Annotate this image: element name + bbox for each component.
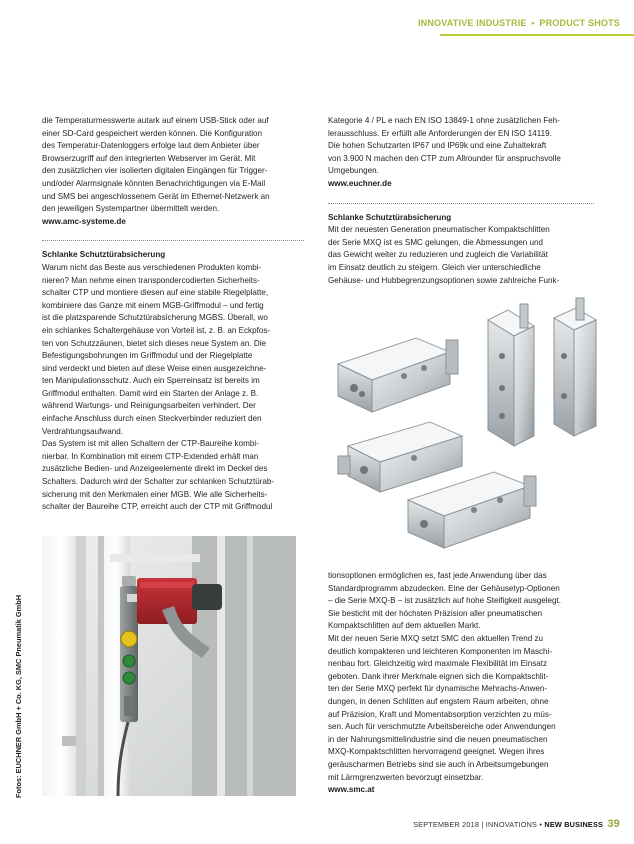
right-lower-text xyxy=(328,570,594,784)
left-article-line: Schalters. Dadurch wird der Schalter zur schlanken Schutztürab- xyxy=(42,477,275,487)
amc-link[interactable]: www.amc-systeme.de xyxy=(42,216,126,226)
left-intro-line: Browserzugriff auf den integrierten Webserver im Gerät. Mit xyxy=(42,153,256,163)
right-article-body xyxy=(328,224,594,287)
left-article-line: während Wartungs- und Reinigungsarbeiten verhindert. Der xyxy=(42,401,256,411)
right-column-lower xyxy=(328,570,594,797)
left-article-line: nierbar. In Kombination mit einem CTP-Extended erhält man xyxy=(42,451,259,461)
left-intro-line: den jeweiligen Systempartner übermittelt werden. xyxy=(42,204,220,214)
right-lower-line: MXQ-Kompaktschlitten hervorragend geeignet. Wegen ihres xyxy=(328,747,545,757)
left-article-line: ist die platzsparende Schutztürabsicherung MGBS. Überall, wo xyxy=(42,313,268,323)
door-switch-photo xyxy=(42,536,296,796)
compact-slides-illustration xyxy=(324,296,600,558)
compact-slides-photo xyxy=(324,296,600,558)
right-lower-line: Standardprogramm abzudecken. Eine der Gehäusetyp-Optionen xyxy=(328,583,560,593)
left-article-line: ten Manipulationsschutz. Auch ein Sperreinsatz ist bereits im xyxy=(42,376,260,386)
right-lower-line: ten der Serie MXQ perfekt für dynamische Mehrachs-Anwen- xyxy=(328,684,548,694)
right-divider xyxy=(328,203,594,204)
right-lower-line: geräuscharmen Betriebs sind sie auch in Arbeitsumgebungen xyxy=(328,759,549,769)
subsection-label: PRODUCT SHOTS xyxy=(539,18,620,28)
section-separator: • xyxy=(531,18,535,28)
right-lower-line: mit Lärmgrenzwerten bevorzugt einsetzbar. xyxy=(328,772,484,782)
section-header xyxy=(417,14,634,36)
slide-unit-2 xyxy=(488,304,534,446)
right-lower-line: nenbau fort. Gleichzeitig wird maximale Flexibilität im Einsatz xyxy=(328,659,548,669)
footer-brand: NEW BUSINESS xyxy=(544,820,604,829)
left-article-line: Verdrahtungsaufwand. xyxy=(42,426,123,436)
left-article-line: sind verdeckt und bieten auf diese Weise einen ausgezeichne- xyxy=(42,363,267,373)
left-article-line: schalter der Baureihe CTP, erreicht auch der CTP mit Griffmodul xyxy=(42,502,273,512)
left-article-line: Das System ist mit allen Schaltern der CTP-Baureihe kombi- xyxy=(42,439,259,449)
left-article-line: einfache Anschluss durch einen Steckverbinder reduziert den xyxy=(42,414,262,424)
section-header-text xyxy=(418,18,620,28)
right-lower-line: dungen, in denen Schlitten auf engstem Raum arbeiten, ohne xyxy=(328,696,549,706)
right-lower-line: – die Serie MXQ-B – ist zusätzlich auf hohe Steifigkeit ausgelegt. xyxy=(328,596,562,606)
left-intro-line: die Temperaturmesswerte autark auf einem USB-Stick oder auf xyxy=(42,116,269,125)
slide-unit-1 xyxy=(338,338,458,412)
right-continuation-line: Die hohen Schutzarten IP67 und IP69k und eine Zuhaltekraft xyxy=(328,141,547,151)
right-lower-line: Kompaktschlitten auf dem aktuellen Markt. xyxy=(328,621,481,631)
photo-credit: Fotos: EUCHNER GmbH + Co. KG, SMC Pneumatik GmbH xyxy=(14,594,23,798)
slide-unit-5 xyxy=(408,472,536,548)
footer-bullet: • xyxy=(539,820,543,829)
left-article-line: nieren? Man nehme einen transpondercodierten Sicherheits- xyxy=(42,275,260,285)
right-lower-line: geboten. Dank ihrer Merkmale eignen sich die Kompaktschlit- xyxy=(328,671,549,681)
euchner-link[interactable]: www.euchner.de xyxy=(328,178,392,188)
left-article-line: Griffmodul enthalten. Damit wird ein Starten der Anlage z. B. xyxy=(42,388,259,398)
left-article-line: schalter CTP und montiere diesen auf eine stabile Riegelplatte, xyxy=(42,288,269,298)
right-article-line: das Gewicht weiter zu reduzieren und zugleich die Variabilität xyxy=(328,250,548,260)
right-lower-line: in der Nahrungsmittelindustrie sind die neuen pneumatischen xyxy=(328,734,548,744)
right-article-heading: Schlanke Schutztürabsicherung xyxy=(328,212,452,222)
left-intro-line: und/oder Alarmsignale könnten Benachrichtigungen via E-Mail xyxy=(42,178,266,188)
section-label: INNOVATIVE INDUSTRIE xyxy=(417,18,527,28)
left-article-line: ein schlankes Schaltergehäuse von Vorteil ist, z. B. an Eckpfos- xyxy=(42,325,271,335)
footer-issue: SEPTEMBER 2018 xyxy=(413,820,480,829)
page-footer xyxy=(413,818,620,830)
right-continuation-line: lerausschluss. Er erfüllt alle Anforderungen der EN ISO 14119. xyxy=(328,128,552,138)
right-continuation-text xyxy=(328,115,594,178)
right-continuation-line: von 3.900 N machen den CTP zum Allrounder für anspruchsvolle xyxy=(328,153,561,163)
footer-bar: | xyxy=(481,820,484,829)
left-intro-line: den zusätzlichen vier isolierten digitalen Eingängen für Trigger- xyxy=(42,166,268,176)
right-lower-line: tionsoptionen ermöglichen es, fast jede Anwendung über das xyxy=(328,571,547,580)
left-intro-line: und SMS bei angeschlossenem Gerät im Ethernet-Netzwerk an xyxy=(42,191,270,201)
right-continuation-line: Umgebungen. xyxy=(328,166,379,176)
door-switch-illustration xyxy=(42,536,296,796)
right-lower-line: Sie besticht mit der höchsten Präzision aller pneumatischen xyxy=(328,608,543,618)
left-intro-line: einer SD-Card gespeichert werden können. Die Konfiguration xyxy=(42,128,263,138)
right-article-line: Mit der neuesten Generation pneumatischer Kompaktschlitten xyxy=(328,225,550,235)
right-column xyxy=(328,115,594,287)
left-divider xyxy=(42,240,304,241)
left-column xyxy=(42,115,304,514)
left-article-line: zusätzliche Bedien- und Anzeigeelemente direkt im Deckel des xyxy=(42,464,268,474)
slide-unit-3 xyxy=(554,298,596,436)
right-lower-line: auf Präzision, Kraft und Momentabsorption verzichten zu müs- xyxy=(328,709,552,719)
right-article-line: Gehäuse- und Hubbegrenzungsoptionen sowie zahlreiche Funk- xyxy=(328,275,560,285)
left-article-body xyxy=(42,262,304,514)
right-lower-line: Mit der neuen Serie MXQ setzt SMC den aktuellen Trend zu xyxy=(328,633,544,643)
right-lower-line: sen. Auch für verschmutzte Arbeitsbereiche oder Anwendungen xyxy=(328,722,556,732)
left-article-line: Warum nicht das Beste aus verschiedenen Produkten kombi- xyxy=(42,262,262,272)
left-intro-text xyxy=(42,115,304,216)
left-article-heading: Schlanke Schutztürabsicherung xyxy=(42,250,166,260)
right-article-line: im Einsatz deutlich zu steigern. Gleich vier unterschiedliche xyxy=(328,262,541,272)
right-lower-line: deutlich kompakteren und leichteren Komponenten im Maschi- xyxy=(328,646,553,656)
footer-magazine: INNOVATIONS xyxy=(485,820,538,829)
left-article-line: sicherung mit den Merkmalen einer MGB. Wie alle Sicherheits- xyxy=(42,489,268,499)
right-article-line: der Serie MXQ ist es SMC gelungen, die Abmessungen und xyxy=(328,237,544,247)
smc-link[interactable]: www.smc.at xyxy=(328,785,375,795)
left-article-line: kombiniere das Ganze mit einem MGB-Griffmodul – und fertig xyxy=(42,300,264,310)
page-number: 39 xyxy=(607,818,620,830)
left-article-line: ten von Schutzzäunen, bietet sich dieses neue System an. Die xyxy=(42,338,267,348)
slide-unit-4 xyxy=(338,422,462,492)
left-intro-line: des Temperatur-Datenloggers erfolge laut dem Anbieter über xyxy=(42,141,260,151)
left-article-line: Befestigungsbohrungen im Griffmodul und der Riegelplatte xyxy=(42,351,253,361)
right-continuation-line: Kategorie 4 / PL e nach EN ISO 13849-1 ohne zusätzlichen Feh- xyxy=(328,116,560,125)
